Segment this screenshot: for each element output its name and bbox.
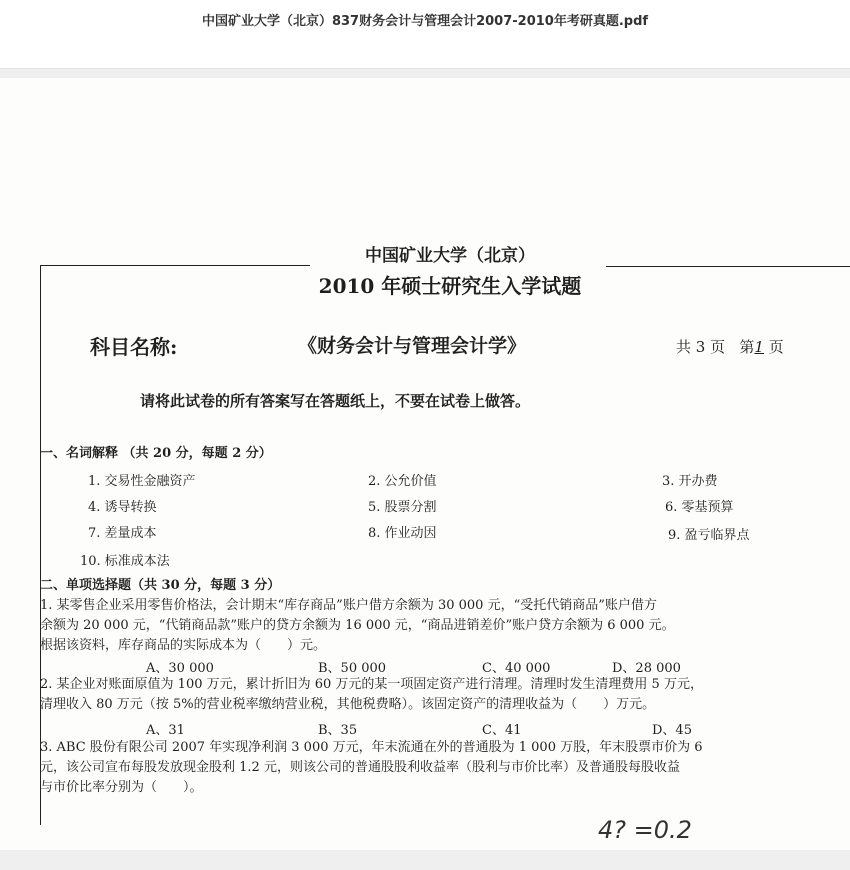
page-prefix: 第 — [739, 338, 755, 356]
term-item: 10. 标准成本法 — [80, 554, 170, 569]
question-line: 元，该公司宣布每股发放现金股利 1.2 元，则该公司的普通股股利收益率（股利与市价比率）及普通股每股收益 — [40, 760, 680, 775]
term-item: 9. 盈亏临界点 — [668, 528, 750, 543]
option-b: B、50 000 — [318, 661, 387, 676]
frame-top-left-rule — [40, 265, 310, 266]
question-3 — [40, 738, 848, 798]
term-item: 3. 开办费 — [662, 474, 718, 489]
term-item: 1. 交易性金融资产 — [88, 474, 196, 489]
question-line: 1. 某零售企业采用零售价格法，会计期末“库存商品”账户借方余额为 30 000 元，“受托代销商品”账户借方 — [40, 598, 657, 613]
question-line: 与市价比率分别为（ ）。 — [40, 780, 203, 795]
term-item: 7. 差量成本 — [88, 526, 157, 541]
term-item: 5. 股票分割 — [368, 500, 437, 515]
question-line: 3. ABC 股份有限公司 2007 年实现净利润 3 000 万元，年末流通在外的普通股为 1 000 万股，年末股票市价为 6 — [40, 740, 703, 755]
page-indicator — [676, 336, 784, 357]
document-file-title: 中国矿业大学（北京）837财务会计与管理会计2007-2010年考研真题.pdf — [201, 14, 649, 29]
term-item: 4. 诱导转换 — [88, 500, 157, 515]
question-1 — [40, 596, 848, 656]
section2-heading: 二、单项选择题（共 30 分，每题 3 分） — [40, 578, 281, 593]
question-line: 余额为 20 000 元，“代销商品款”账户的贷方余额为 16 000 元，“商品进销差价”账户贷方余额为 6 000 元。 — [40, 618, 675, 633]
section1-heading: 一、名词解释 （共 20 分，每题 2 分） — [40, 446, 272, 461]
option-a: A、30 000 — [146, 661, 214, 676]
frame-top-right-rule — [606, 266, 850, 267]
term-item: 2. 公允价值 — [368, 474, 437, 489]
question-line: 根据该资料，库存商品的实际成本为（ ）元。 — [40, 638, 327, 653]
handwritten-note: 4? =0.2 — [598, 816, 692, 844]
option-d: D、45 — [652, 723, 692, 738]
term-item: 8. 作业动因 — [368, 526, 437, 541]
exam-title: 2010 年硕士研究生入学试题 — [318, 274, 582, 298]
term-item: 6. 零基预算 — [665, 500, 734, 515]
viewer-header — [0, 0, 850, 68]
page-number: 1 — [754, 338, 764, 356]
subject-name: 《财务会计与管理会计学》 — [298, 335, 527, 357]
university-name: 中国矿业大学（北京） — [365, 246, 535, 266]
option-c: C、41 — [482, 723, 522, 738]
viewer-footer — [0, 850, 850, 870]
exam-instruction: 请将此试卷的所有答案写在答题纸上，不要在试卷上做答。 — [140, 392, 531, 410]
document-page[interactable] — [0, 78, 850, 850]
option-b: B、35 — [318, 723, 358, 738]
subject-label: 科目名称: — [90, 335, 178, 359]
option-a: A、31 — [146, 723, 185, 738]
option-d: D、28 000 — [612, 661, 681, 676]
question-line: 2. 某企业对账面原值为 100 万元，累计折旧为 60 万元的某一项固定资产进行清理。清理时发生清理费用 5 万元， — [40, 677, 703, 692]
question-2 — [40, 675, 848, 715]
pages-total: 共 3 页 — [676, 338, 726, 356]
header-separator — [0, 68, 850, 78]
page-suffix: 页 — [768, 338, 784, 356]
option-c: C、40 000 — [482, 661, 551, 676]
question-line: 清理收入 80 万元（按 5%的营业税率缴纳营业税，其他税费略）。该固定资产的清理收益为（ ）万元。 — [40, 697, 656, 712]
